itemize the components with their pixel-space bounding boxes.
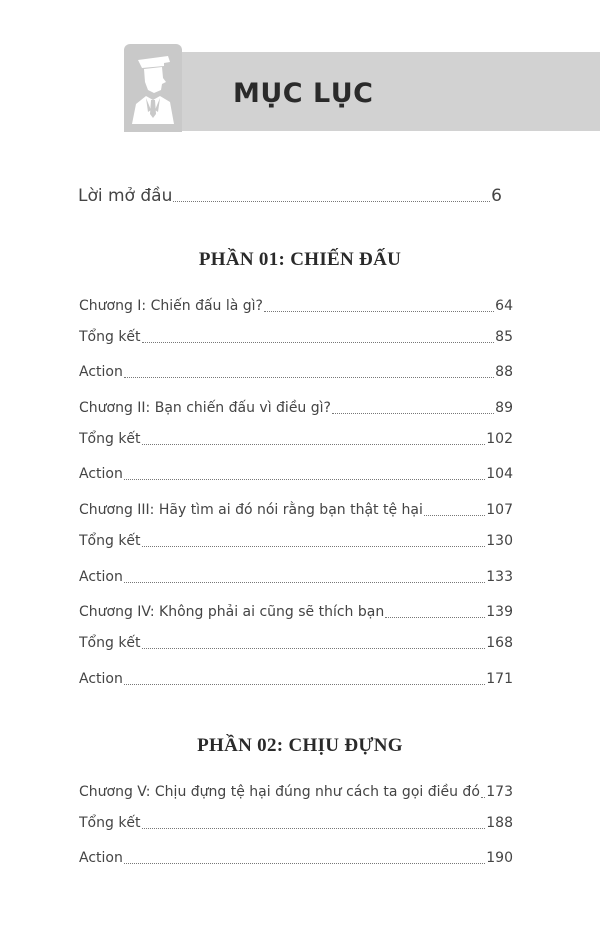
toc-label: Action — [79, 850, 123, 866]
toc-page-number: 89 — [495, 400, 513, 416]
toc-page-number: 64 — [495, 298, 513, 314]
toc-entry[interactable] — [79, 848, 513, 868]
toc-entry[interactable] — [79, 813, 513, 833]
dot-leader — [424, 515, 485, 516]
toc-label: Chương III: Hãy tìm ai đó nói rằng bạn thật tệ hại — [79, 502, 423, 518]
dot-leader — [142, 444, 486, 445]
dot-leader — [173, 201, 490, 202]
toc-entry[interactable] — [79, 602, 513, 622]
toc-label: Action — [79, 466, 123, 482]
toc-page-number: 139 — [486, 604, 513, 620]
toc-label: Tổng kết — [79, 329, 141, 345]
dot-leader — [142, 342, 495, 343]
toc-label: Action — [79, 569, 123, 585]
toc-entry[interactable] — [79, 464, 513, 484]
toc-label: Chương II: Bạn chiến đấu vì điều gì? — [79, 400, 331, 416]
part-heading-1: PHẦN 01: CHIẾN ĐẤU — [198, 249, 402, 270]
toc-label: Action — [79, 364, 123, 380]
toc-label: Chương I: Chiến đấu là gì? — [79, 298, 263, 314]
dot-leader — [142, 546, 486, 547]
toc-label: Tổng kết — [79, 431, 141, 447]
man-silhouette-icon — [124, 44, 182, 132]
toc-page-number: 173 — [486, 784, 513, 800]
toc-label: Lời mở đầu — [78, 186, 173, 206]
toc-page-number: 85 — [495, 329, 513, 345]
toc-page-number: 102 — [486, 431, 513, 447]
dot-leader — [142, 648, 486, 649]
toc-page-number: 130 — [486, 533, 513, 549]
toc-page-number: 171 — [486, 671, 513, 687]
dot-leader — [142, 828, 486, 829]
toc-page-number: 168 — [486, 635, 513, 651]
toc-label: Tổng kết — [79, 815, 141, 831]
toc-entry[interactable] — [79, 296, 513, 316]
toc-entry[interactable] — [79, 669, 513, 689]
page-title: MỤC LỤC — [233, 78, 374, 109]
toc-entry[interactable] — [79, 531, 513, 551]
toc-entry[interactable] — [79, 398, 513, 418]
toc-page-number: 190 — [486, 850, 513, 866]
toc-entry[interactable] — [79, 633, 513, 653]
dot-leader — [124, 479, 485, 480]
toc-page-number: 6 — [491, 186, 502, 206]
toc-entry-intro[interactable] — [78, 186, 502, 206]
dot-leader — [124, 377, 494, 378]
dot-leader — [264, 311, 494, 312]
toc-page-number: 107 — [486, 502, 513, 518]
toc-page-number: 104 — [486, 466, 513, 482]
dot-leader — [385, 617, 485, 618]
toc-entry[interactable] — [79, 567, 513, 587]
toc-page-number: 188 — [486, 815, 513, 831]
toc-label: Action — [79, 671, 123, 687]
dot-leader — [124, 684, 485, 685]
toc-entry[interactable] — [79, 362, 513, 382]
dot-leader — [332, 413, 494, 414]
dot-leader — [124, 582, 485, 583]
toc-page-number: 133 — [486, 569, 513, 585]
toc-entry[interactable] — [79, 327, 513, 347]
part-heading-2: PHẦN 02: CHỊU ĐỰNG — [197, 735, 403, 756]
toc-label: Tổng kết — [79, 533, 141, 549]
toc-label: Chương IV: Không phải ai cũng sẽ thích bạn — [79, 604, 385, 620]
toc-label: Tổng kết — [79, 635, 141, 651]
toc-label: Chương V: Chịu đựng tệ hại đúng như cách ta gọi điều đó — [79, 784, 480, 800]
toc-entry[interactable] — [79, 429, 513, 449]
dot-leader — [124, 863, 485, 864]
dot-leader — [481, 797, 485, 798]
toc-page-number: 88 — [495, 364, 513, 380]
toc-entry[interactable] — [79, 500, 513, 520]
toc-entry[interactable] — [79, 782, 513, 802]
